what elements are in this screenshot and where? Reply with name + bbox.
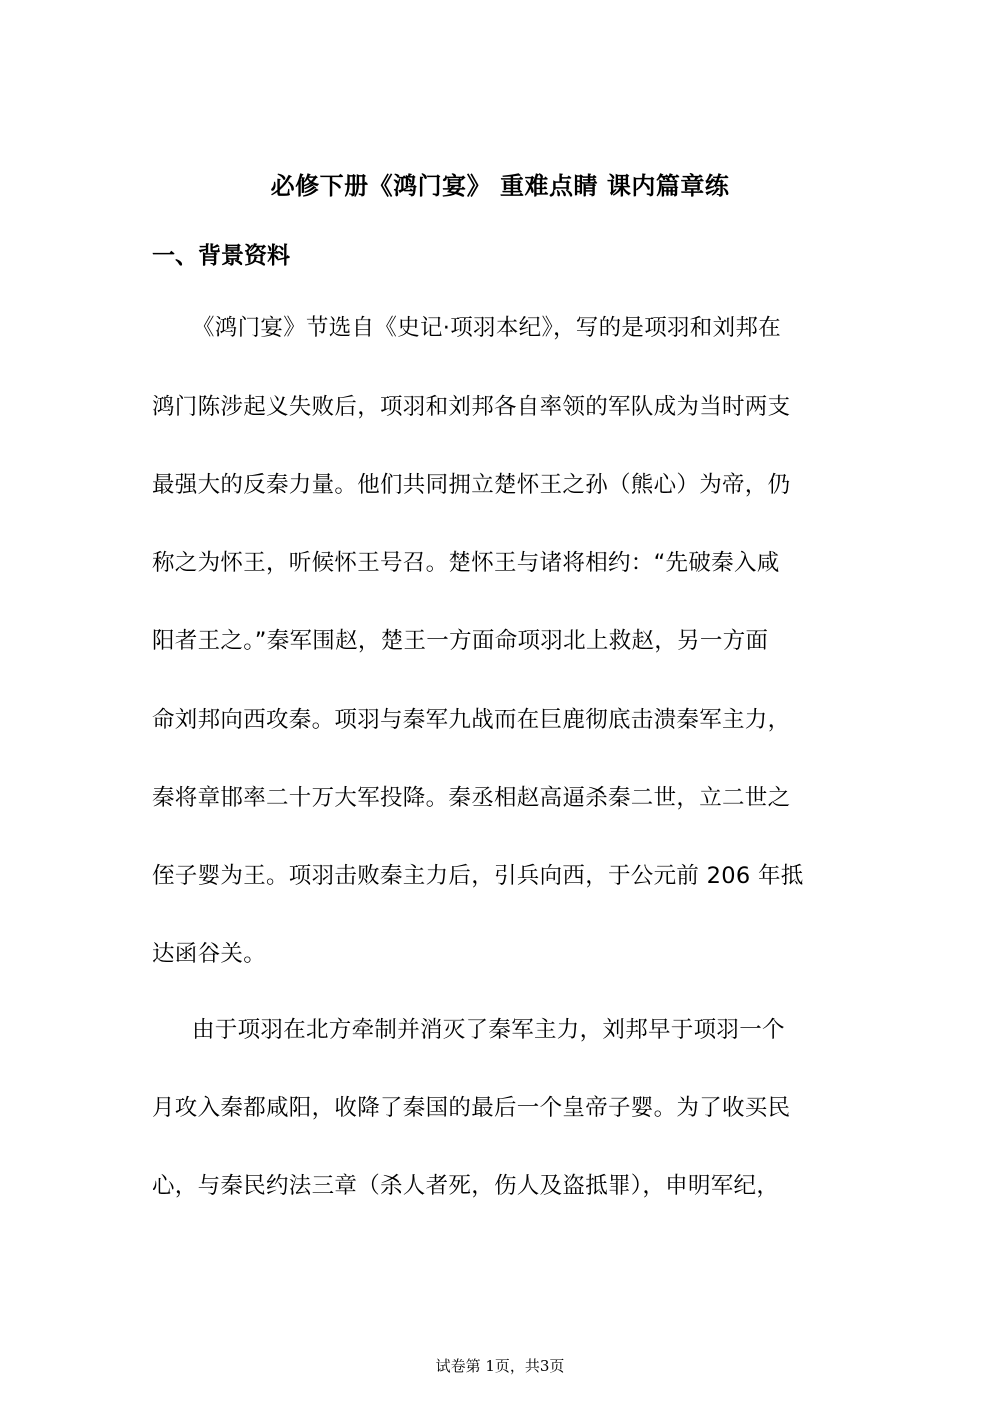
paragraph-line: 心，与秦民约法三章（杀人者死，伤人及盗抵罪），申明军纪，: [152, 1173, 780, 1199]
document-title: 必修下册《鸿门宴》 重难点睛 课内篇章练: [270, 172, 730, 200]
paragraph-line: 最强大的反秦力量。他们共同拥立楚怀王之孙（熊心）为帝，仍: [152, 472, 791, 498]
paragraph-line: 由于项羽在北方牵制并消灭了秦军主力，刘邦早于项羽一个: [192, 1017, 785, 1043]
paragraph-line: 秦将章邯率二十万大军投降。秦丞相赵高逼杀秦二世，立二世之: [152, 785, 791, 811]
section-heading: 一、背景资料: [152, 243, 290, 269]
paragraph-line: 阳者王之。”秦军围赵，楚王一方面命项羽北上救赵，另一方面: [152, 628, 769, 654]
paragraph-line: 达函谷关。: [152, 941, 267, 967]
paragraph-line: 《鸿门宴》节选自《史记·项羽本纪》，写的是项羽和刘邦在: [192, 315, 782, 341]
paragraph-line: 命刘邦向西攻秦。项羽与秦军九战而在巨鹿彻底击溃秦军主力，: [152, 707, 791, 733]
paragraph-line: 称之为怀王，听候怀王号召。楚怀王与诸将相约：“先破秦入咸: [152, 550, 780, 576]
paragraph-line: 侄子婴为王。项羽击败秦主力后，引兵向西，于公元前 206 年抵: [152, 863, 804, 889]
paragraph-line: 月攻入秦都咸阳，收降了秦国的最后一个皇帝子婴。为了收买民: [152, 1095, 791, 1121]
page-footer: 试卷第 1页，共3页: [435, 1357, 565, 1375]
paragraph-line: 鸿门陈涉起义失败后，项羽和刘邦各自率领的军队成为当时两支: [152, 394, 791, 420]
